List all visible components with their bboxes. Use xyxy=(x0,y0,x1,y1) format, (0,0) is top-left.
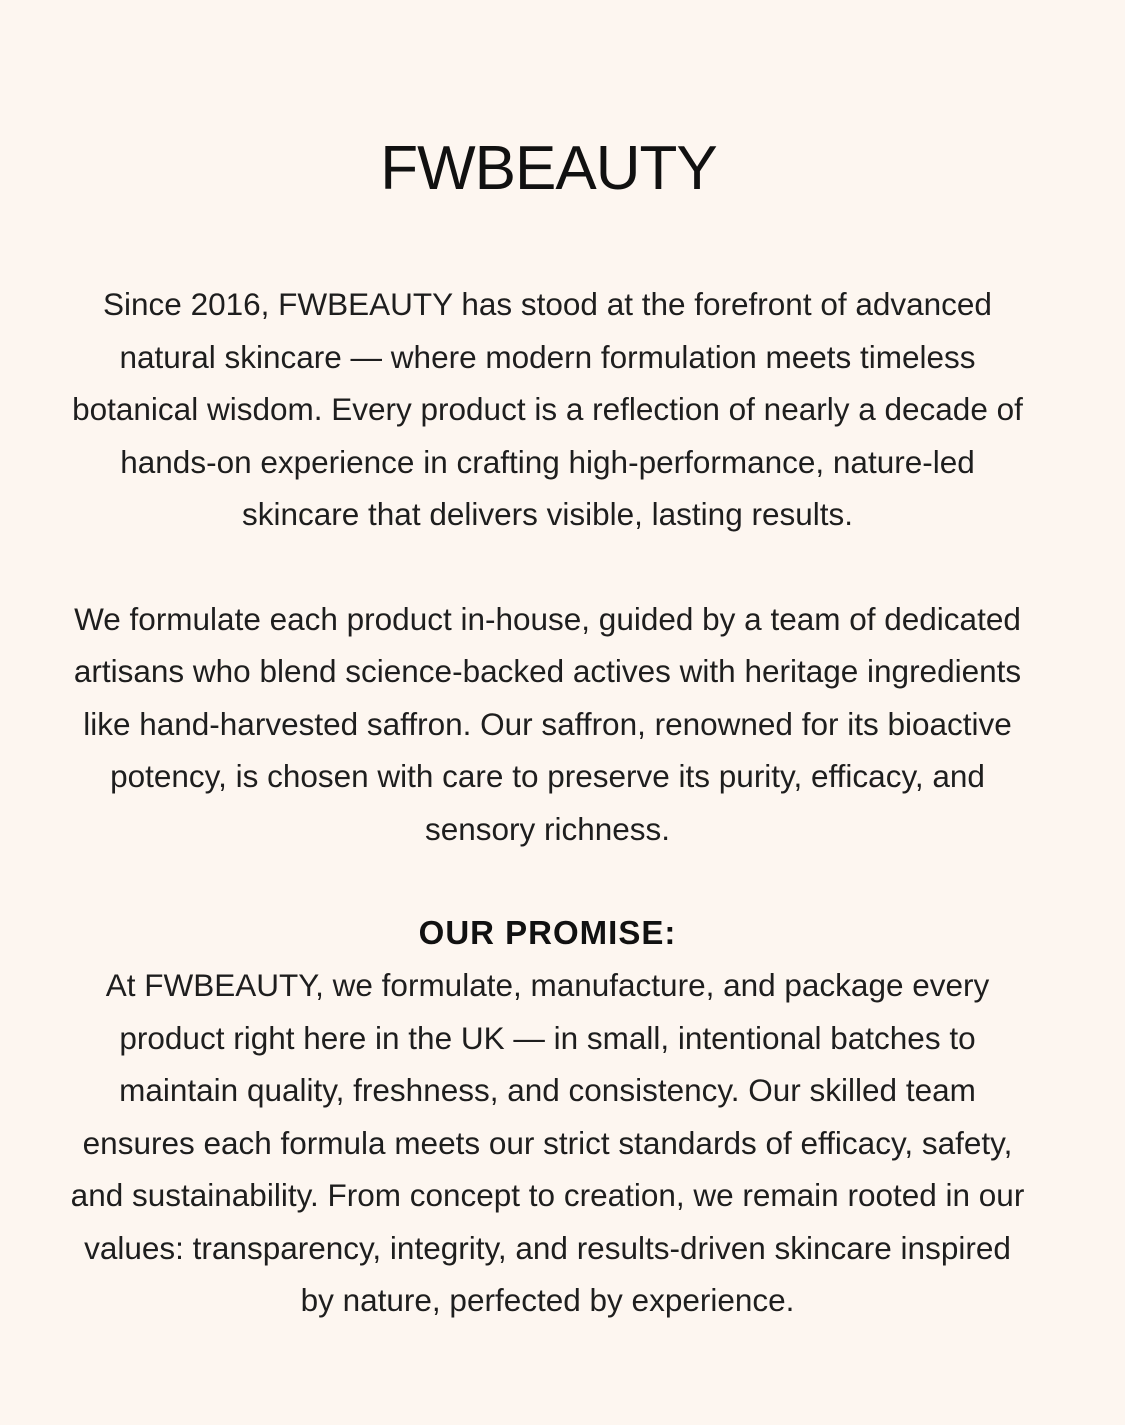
about-content xyxy=(70,278,1025,1327)
brand-logo-title: FWBEAUTY xyxy=(380,133,717,203)
intro-paragraph-1: Since 2016, FWBEAUTY has stood at the forefront of advanced natural skincare — where modern formulation meets timeless botanical wisdom. Every product is a reflection of nearly a decade of hands-on experience in crafting high-performance, nature-led skincare that delivers visible, lasting results. xyxy=(72,286,1023,532)
promise-paragraph: At FWBEAUTY, we formulate, manufacture, and package every product right here in the UK — in small, intentional batches to maintain quality, freshness, and consistency. Our skilled team ensures each formula meets our strict standards of efficacy, safety, and sustainability. From concept to creation, we remain rooted in our values: transparency, integrity, and results-driven skincare inspired by nature, perfected by experience. xyxy=(70,967,1025,1318)
promise-heading: OUR PROMISE: xyxy=(418,914,677,951)
intro-paragraph-2: We formulate each product in-house, guided by a team of dedicated artisans who blend science-backed actives with heritage ingredients like hand-harvested saffron. Our saffron, renowned for its bioactive potency, is chosen with care to preserve its purity, efficacy, and sensory richness. xyxy=(73,600,1022,847)
